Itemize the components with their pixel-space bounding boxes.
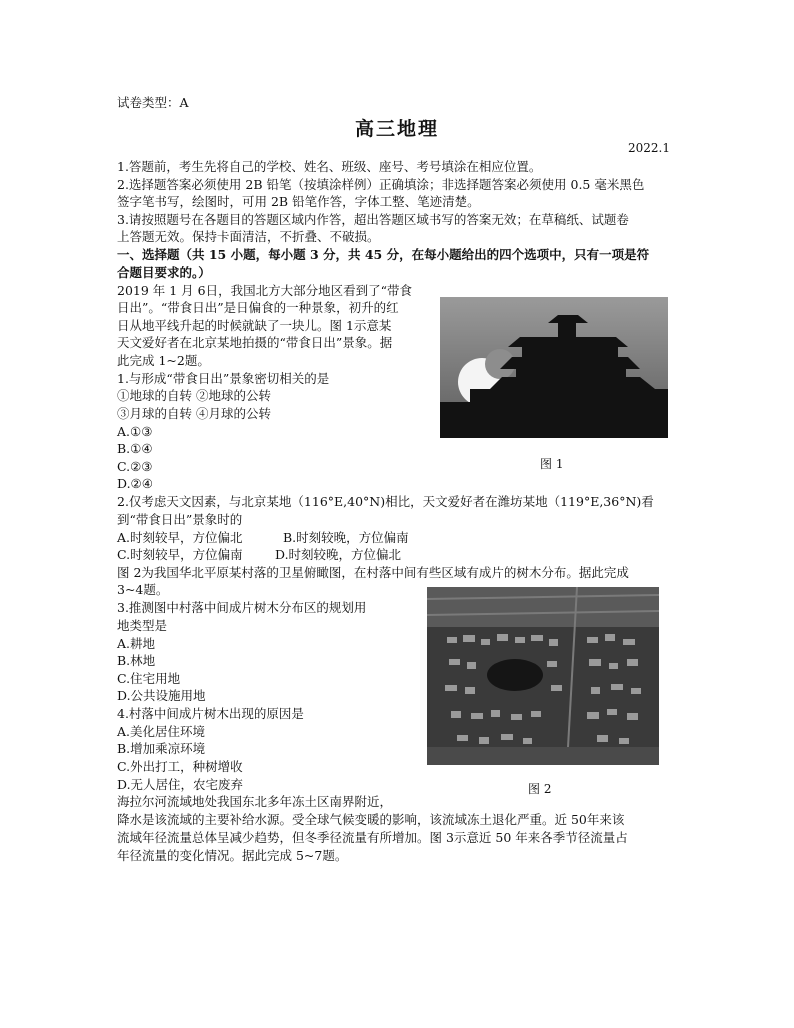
instruction-line: 签字笔书写，绘图时，可用 2B 铅笔作答，字体工整、笔迹清楚。 bbox=[117, 194, 480, 209]
passage-line: 流域年径流量总体呈减少趋势，但冬季径流量有所增加。图 3示意近 50 年来各季节径流量占 bbox=[117, 830, 628, 845]
instruction-line: 上答题无效。保持卡面清洁，不折叠、不破损。 bbox=[117, 229, 380, 244]
figure-2-satellite bbox=[427, 587, 659, 765]
option: C.住宅用地 bbox=[117, 671, 181, 686]
village-satellite-image bbox=[427, 587, 659, 765]
option: C.②③ bbox=[117, 459, 153, 474]
question-stem: 2.仅考虑天文因素，与北京某地（116°E,40°N)相比，天文爱好者在潍坊某地（119°E,36°N)看 bbox=[117, 494, 654, 509]
question-stem: 4.村落中间成片树木出现的原因是 bbox=[117, 706, 304, 721]
option: D.时刻较晚，方位偏北 bbox=[275, 547, 402, 562]
section-heading: 合题目要求的。） bbox=[117, 265, 211, 280]
question-stem: 1.与形成“带食日出”景象密切相关的是 bbox=[117, 371, 330, 386]
option: D.无人居住，农宅废弃 bbox=[117, 777, 244, 792]
instruction-line: 2.选择题答案必须使用 2B 铅笔（按填涂样例）正确填涂；非选择题答案必须使用 0.5 毫米黑色 bbox=[117, 177, 645, 192]
instruction-line: 1.答题前，考生先将自己的学校、姓名、班级、座号、考号填涂在相应位置。 bbox=[117, 159, 542, 174]
question-stem: 地类型是 bbox=[117, 618, 168, 633]
question-stem: 到“带食日出”景象时的 bbox=[117, 512, 243, 527]
section-heading: 一、选择题（共 15 小题，每小题 3 分，共 45 分，在每小题给出的四个选项中，只有一项是符 bbox=[117, 247, 650, 262]
paper-type: 试卷类型：A bbox=[117, 95, 189, 110]
option: B.时刻较晚，方位偏南 bbox=[283, 530, 409, 545]
option: B.林地 bbox=[117, 653, 156, 668]
option: D.②④ bbox=[117, 476, 153, 491]
passage-line: 日从地平线升起的时候就缺了一块儿。图 1示意某 bbox=[117, 318, 392, 333]
passage-line: 2019 年 1 月 6日，我国北方大部分地区看到了“带食 bbox=[117, 283, 413, 298]
passage-line: 降水是该流域的主要补给水源。受全球气候变暖的影响，该流域冻土退化严重。近 50年来该 bbox=[117, 812, 625, 827]
passage-line: 海拉尔河流域地处我国东北多年冻土区南界附近， bbox=[117, 794, 393, 809]
passage-line: 天文爱好者在北京某地拍摄的“带食日出”景象。据 bbox=[117, 335, 393, 350]
option: A.耕地 bbox=[117, 636, 156, 651]
option: B.增加乘凉环境 bbox=[117, 741, 206, 756]
passage-line: 此完成 1~2题。 bbox=[117, 353, 210, 368]
option: B.①④ bbox=[117, 441, 153, 456]
passage-line: 年径流量的变化情况。据此完成 5~7题。 bbox=[117, 848, 348, 863]
eclipse-sunrise-image bbox=[440, 297, 668, 438]
question-stem: 3.推测图中村落中间成片树木分布区的规划用 bbox=[117, 600, 367, 615]
passage-line: 日出”。“带食日出”是日偏食的一种景象，初升的红 bbox=[117, 300, 399, 315]
question-facts: ③月球的自转 ④月球的公转 bbox=[117, 406, 271, 421]
option: C.时刻较早，方位偏南 bbox=[117, 547, 243, 562]
option: A.美化居住环境 bbox=[117, 724, 206, 739]
option: D.公共设施用地 bbox=[117, 688, 206, 703]
option: A.时刻较早，方位偏北 bbox=[117, 530, 243, 545]
exam-date: 2022.1 bbox=[628, 141, 670, 155]
option: C.外出打工，种树增收 bbox=[117, 759, 243, 774]
option: A.①③ bbox=[117, 424, 153, 439]
figure-2-caption: 图 2 bbox=[528, 782, 552, 796]
passage-line: 3~4题。 bbox=[117, 582, 169, 597]
instruction-line: 3.请按照题号在各题目的答题区域内作答，超出答题区域书写的答案无效；在草稿纸、试题卷 bbox=[117, 212, 629, 227]
question-facts: ①地球的自转 ②地球的公转 bbox=[117, 388, 271, 403]
page-title: 高三地理 bbox=[354, 118, 439, 140]
passage-line: 图 2为我国华北平原某村落的卫星俯瞰图，在村落中间有些区域有成片的树木分布。据此完成 bbox=[117, 565, 629, 580]
figure-1-caption: 图 1 bbox=[540, 457, 564, 471]
figure-1-photo bbox=[440, 297, 668, 438]
